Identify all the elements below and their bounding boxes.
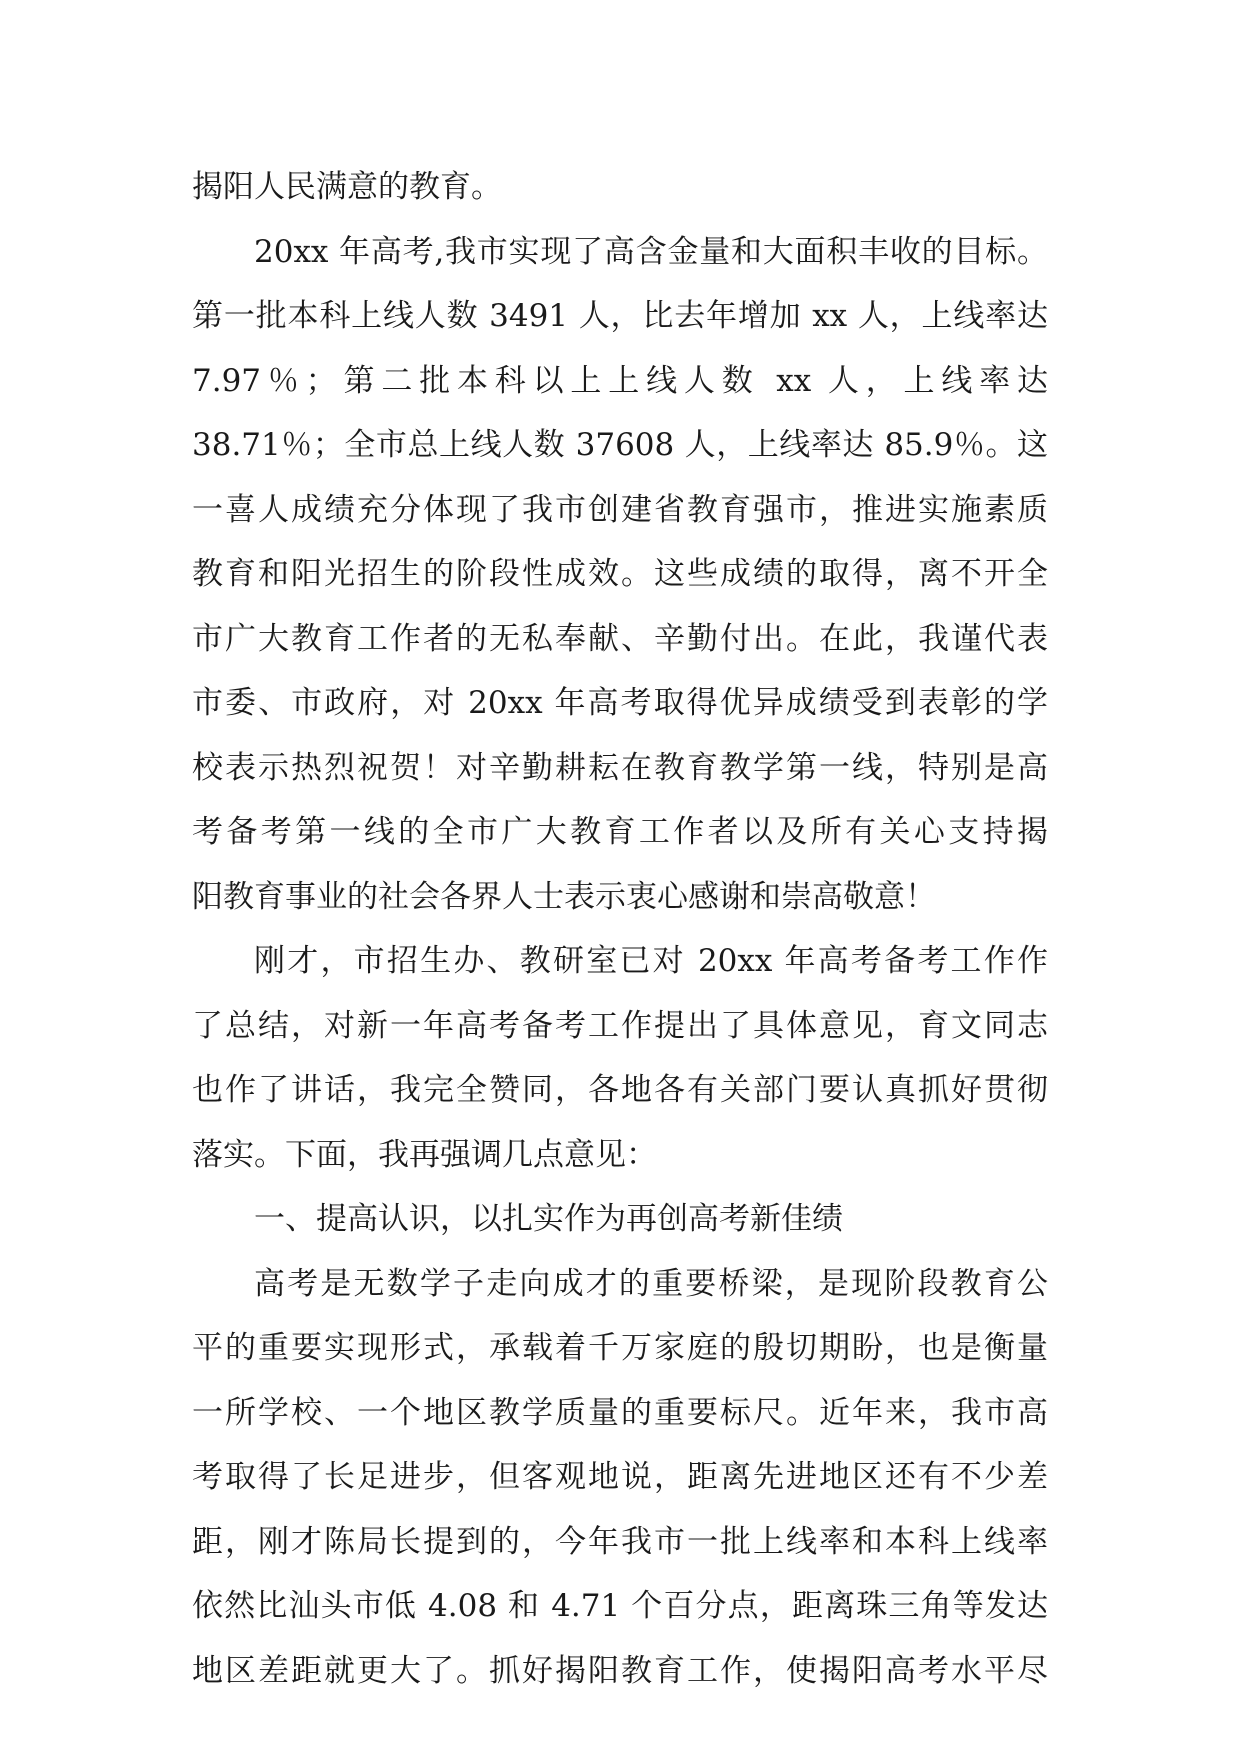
text-line: 一喜人成绩充分体现了我市创建省教育强市，推进实施素质 bbox=[192, 491, 1048, 528]
text-line: 一所学校、一个地区教学质量的重要标尺。近年来，我市高 bbox=[192, 1394, 1048, 1431]
text-line: 地区差距就更大了。抓好揭阳教育工作，使揭阳高考水平尽 bbox=[192, 1652, 1048, 1689]
text-line: 考备考第一线的全市广大教育工作者以及所有关心支持揭 bbox=[192, 814, 1048, 850]
text-line: 校表示热烈祝贺！对辛勤耕耘在教育教学第一线，特别是高 bbox=[192, 749, 1048, 786]
text-line: 平的重要实现形式，承载着千万家庭的殷切期盼，也是衡量 bbox=[192, 1330, 1048, 1366]
text-line: 也作了讲话，我完全赞同，各地各有关部门要认真抓好贯彻 bbox=[192, 1072, 1048, 1108]
text-line: 了总结，对新一年高考备考工作提出了具体意见，育文同志 bbox=[192, 1007, 1048, 1044]
paragraph-first-line: 高考是无数学子走向成才的重要桥梁，是现阶段教育公 bbox=[254, 1265, 1048, 1302]
text-line: 距，刚才陈局长提到的，今年我市一批上线率和本科上线率 bbox=[192, 1523, 1048, 1560]
text-line: 第一批本科上线人数 3491 人，比去年增加 xx 人，上线率达 bbox=[192, 298, 1048, 334]
text-line: 揭阳人民满意的教育。 bbox=[192, 169, 502, 205]
text-line: 教育和阳光招生的阶段性成效。这些成绩的取得，离不开全 bbox=[192, 556, 1048, 592]
text-line: 依然比汕头市低 4.08 和 4.71 个百分点，距离珠三角等发达 bbox=[192, 1588, 1048, 1624]
text-line: 落实。下面，我再强调几点意见： bbox=[192, 1136, 657, 1173]
text-line: 38.71％；全市总上线人数 37608 人，上线率达 85.9％。这 bbox=[192, 427, 1048, 463]
text-line: 7.97％；第二批本科以上上线人数 xx 人，上线率达 bbox=[192, 362, 1048, 399]
text-line: 阳教育事业的社会各界人士表示衷心感谢和崇高敬意！ bbox=[192, 878, 936, 915]
text-line: 市广大教育工作者的无私奉献、辛勤付出。在此，我谨代表 bbox=[192, 620, 1048, 657]
section-heading: 一、提高认识，以扎实作为再创高考新佳绩 bbox=[254, 1201, 843, 1237]
text-line: 考取得了长足进步，但客观地说，距离先进地区还有不少差 bbox=[192, 1459, 1048, 1495]
text-line: 市委、市政府，对 20xx 年高考取得优异成绩受到表彰的学 bbox=[192, 685, 1048, 721]
paragraph-first-line: 刚才，市招生办、教研室已对 20xx 年高考备考工作作 bbox=[254, 943, 1048, 979]
body-text bbox=[192, 155, 1048, 1703]
paragraph-first-line: 20xx 年高考,我市实现了高含金量和大面积丰收的目标。 bbox=[254, 233, 1048, 270]
